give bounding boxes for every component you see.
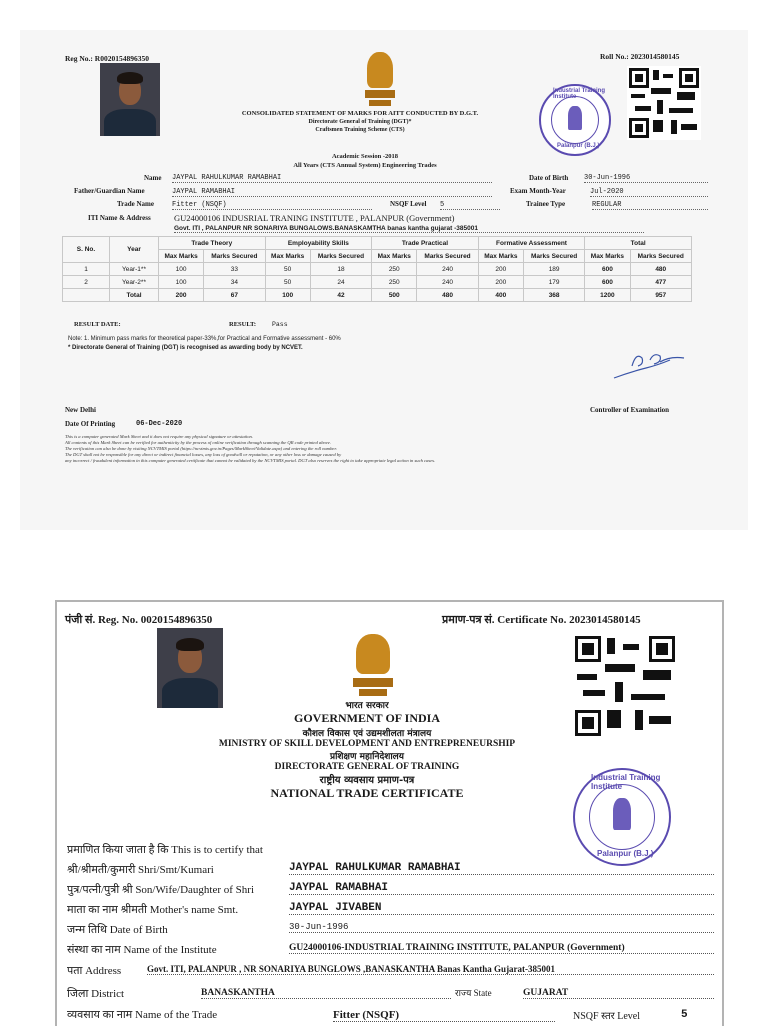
exam-value: Jul-2020 — [590, 188, 708, 197]
nsqf-value: 5 — [681, 1009, 688, 1021]
group-header-employability: Employability Skills — [265, 237, 372, 250]
result-value: Pass — [272, 321, 288, 328]
qr-code — [573, 634, 677, 738]
controller-label: Controller of Examination — [590, 406, 670, 414]
table-row: 2 Year-2** 100 34 50 24 250 240 200 179 600 477 — [63, 276, 692, 289]
place: New Delhi — [65, 406, 96, 414]
district-value: BANASKANTHA — [201, 988, 451, 999]
institute-value: GU24000106-INDUSTRIAL TRAINING INSTITUTE, PALANPUR (Government) — [289, 943, 714, 954]
marksheet-roll-no: Roll No.: 2023014580145 — [600, 52, 680, 61]
signature — [610, 348, 690, 382]
national-emblem-icon — [350, 632, 396, 698]
result-label: RESULT: — [229, 321, 257, 328]
group-header-trade-practical: Trade Practical — [372, 237, 479, 250]
name-value: JAYPAL RAHULKUMAR RAMABHAI — [289, 862, 714, 875]
mother-value: JAYPAL JIVABEN — [289, 902, 714, 915]
institute-label: संस्था का नाम Name of the Institute — [67, 944, 217, 956]
dob-label: जन्म तिथि Date of Birth — [67, 924, 168, 936]
table-row-total: Total 200 67 100 42 500 480 400 368 1200 957 — [63, 289, 692, 302]
national-emblem-icon — [363, 50, 397, 108]
marksheet-headings: CONSOLIDATED STATEMENT OF MARKS FOR AITT CONDUCTED BY D.G.T. Directorate General of Training (DGT)* Craftsmen Training Scheme (CTS) — [241, 110, 479, 133]
dob-value: 30-Jun-1996 — [584, 174, 708, 183]
certify-label: प्रमाणित किया जाता है कि This is to certify that — [67, 844, 263, 856]
dob-label: Date of Birth — [529, 174, 569, 182]
father-value: JAYPAL RAMABHAI — [172, 188, 492, 197]
father-label: Father/Guardian Name — [74, 187, 145, 195]
nsqf-value: 5 — [440, 201, 500, 210]
state-label: राज्य State — [455, 988, 492, 998]
student-photo — [100, 63, 160, 136]
district-label: जिला District — [67, 988, 125, 1000]
name-label: श्री/श्रीमती/कुमारी Shri/Smt/Kumari — [67, 864, 214, 876]
iti-address: Govt. ITI , PALANPUR NR SONARIYA BUNGALOWS.BANASKAMTHA banas kantha gujarat -385001 — [174, 225, 644, 233]
group-header-trade-theory: Trade Theory — [159, 237, 266, 250]
iti-value: GU24000106 INDUSRIAL TRANING INSTITUTE , PALANPUR (Government) — [174, 213, 455, 223]
state-value: GUJARAT — [523, 988, 714, 999]
address-label: पता Address — [67, 965, 122, 977]
table-row: 1 Year-1** 100 33 50 18 250 240 200 189 600 480 — [63, 263, 692, 276]
year-header: Year — [110, 237, 159, 263]
certificate-headings: भारत सरकार GOVERNMENT OF INDIA कौशल विकास एवं उद्यमशीलता मंत्रालय MINISTRY OF SKILL DEVELOPMENT AND ENTREPRENEURSHIP प्रशिक्षण महानिदेशालय DIRECTORATE GENERAL OF TRAINING राष्ट्रीय व्यवसाय प्रमाण-पत्र NATIONAL TRADE CERTIFICATE — [218, 701, 516, 800]
nsqf-label: NSQF Level — [390, 200, 427, 208]
student-photo — [157, 628, 223, 708]
institute-seal: Industrial Training Institute Palanpur (B.J.) — [539, 84, 611, 156]
result-date-label: RESULT DATE: — [74, 321, 121, 328]
nsqf-label: NSQF स्तर Level — [573, 1011, 641, 1022]
national-trade-certificate — [55, 600, 724, 1026]
exam-label: Exam Month-Year — [510, 187, 566, 195]
trade-label: Trade Name — [117, 200, 154, 208]
certificate-number: प्रमाण-पत्र सं. Certificate No. 2023014580145 — [442, 614, 641, 626]
printing-value: 06-Dec-2020 — [136, 420, 183, 428]
trade-value: Fitter (NSQF) — [172, 201, 372, 210]
mother-label: माता का नाम श्रीमती Mother's name Smt. — [67, 904, 239, 916]
printing-label: Date Of Printing — [65, 420, 116, 428]
dob-value: 30-Jun-1996 — [289, 922, 714, 933]
name-label: Name — [144, 174, 162, 182]
note-2: * Directorate General of Training (DGT) is recognised as awarding body by NCVET. — [68, 345, 303, 351]
iti-label: ITI Name & Address — [88, 214, 151, 222]
sno-header: S. No. — [63, 237, 110, 263]
parent-label: पुत्र/पत्नी/पुत्री श्री Son/Wife/Daughter of Shri — [67, 884, 255, 896]
marksheet — [20, 30, 748, 530]
address-value: Govt. ITI, PALANPUR , NR SONARIYA BUNGLOWS ,BANASKANTHA Banas Kantha Gujarat-385001 — [147, 964, 714, 975]
trainee-value: REGULAR — [592, 201, 708, 210]
marks-table: S. No. Year Trade Theory Employability Skills Trade Practical Formative Assessment Total Max Marks Marks Secured Max Marks Marks Secured Max Marks Marks Secured Max Marks Marks Secured Max Marks Marks Secured 1 Year-1** 100 33 50 18 250 240 200 189 600 480 2 Year-2** 100 34 50 24 250 240 200 179 600 477 Total 200 67 100 42 500 480 400 368 1200 957 — [62, 236, 692, 302]
trade-value: Fitter (NSQF) — [333, 1009, 555, 1022]
parent-value: JAYPAL RAMABHAI — [289, 882, 714, 895]
disclaimer: This is a computer generated Mark Sheet and it does not require any physical signature or attestation. All contents of this Mark Sheet can be verified for authenticity by the process of online verification through scanning the QR code printed above. The verification can also be done by visiting NCVTMIS portal (https://ncvtmis.gov.in/Pages/MarkSheet/Validate.aspx) and entering the roll number. The DGT shall not be responsible for any direct or indirect financial losses, any loss of goodwill or reputation, or any other loss or damage caused by any incorrect / fraudulent information in this computer generated certificate that cannot be validated by the NCVTMIS portal. DGT also reserves the right to take appropriate legal action in such cases. — [65, 434, 436, 464]
group-header-total: Total — [585, 237, 692, 250]
academic-session: Academic Session -2018 All Years (CTS Annual System) Engineering Trades — [293, 153, 437, 169]
name-value: JAYPAL RAHULKUMAR RAMABHAI — [172, 174, 492, 183]
cert-reg-no: पंजी सं. Reg. No. 0020154896350 — [65, 614, 213, 626]
marksheet-reg-no: Reg No.: R0020154896350 — [65, 54, 149, 63]
qr-code — [627, 66, 701, 140]
note-1: Note: 1. Minimum pass marks for theoretical paper-33%,for Practical and Formative assessment - 60% — [68, 336, 341, 342]
institute-seal: Industrial Training Institute Palanpur (B.J.) — [573, 768, 671, 866]
group-header-formative: Formative Assessment — [478, 237, 585, 250]
trainee-label: Trainee Type — [526, 200, 566, 208]
trade-label: व्यवसाय का नाम Name of the Trade — [67, 1009, 218, 1021]
